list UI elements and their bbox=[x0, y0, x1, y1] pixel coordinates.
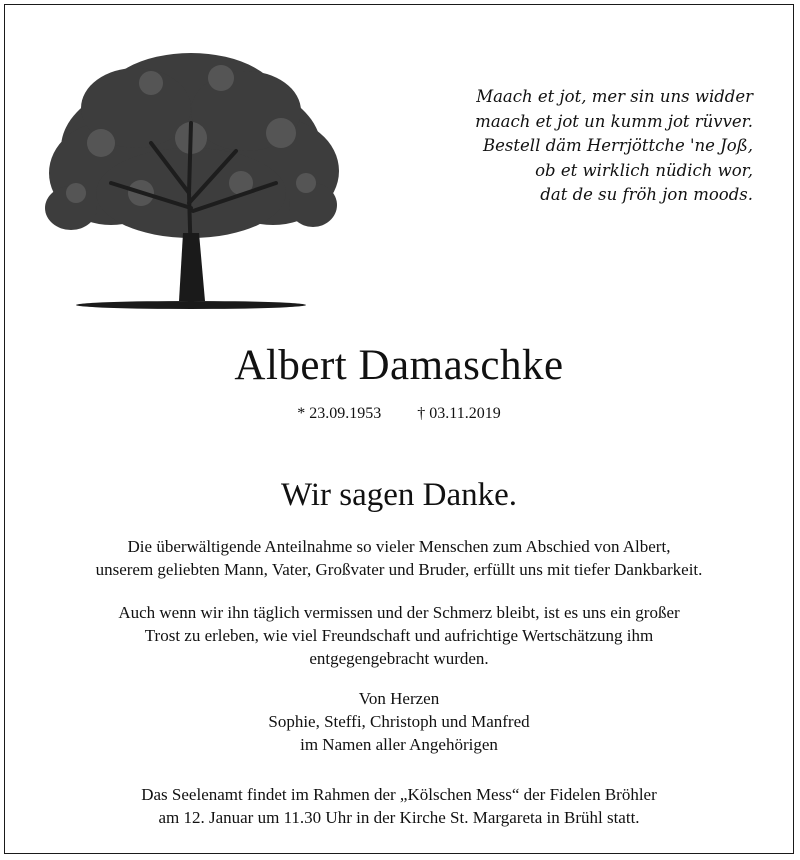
dialect-poem bbox=[475, 85, 753, 208]
text-line: Das Seelenamt findet im Rahmen der „Kölschen Mess“ der Fidelen Bröhler bbox=[141, 785, 657, 804]
deceased-name: Albert Damaschke bbox=[234, 342, 564, 389]
poem-line: dat de su fröh jon moods. bbox=[540, 185, 753, 204]
family-signature bbox=[25, 687, 773, 756]
text-line: am 12. Januar um 11.30 Uhr in der Kirche St. Margareta in Brühl statt. bbox=[158, 808, 640, 827]
poem-line: maach et jot un kumm jot rüvver. bbox=[475, 111, 753, 131]
text-line: unserem geliebten Mann, Vater, Großvater und Bruder, erfüllt uns mit tiefer Dankbarkeit. bbox=[95, 560, 703, 579]
obituary-notice bbox=[4, 4, 794, 854]
death-date: † 03.11.2019 bbox=[417, 405, 501, 422]
text-line: Trost zu erleben, wie viel Freundschaft und aufrichtige Wertschätzung ihm bbox=[144, 626, 654, 645]
memorial-mass-info bbox=[25, 783, 773, 829]
text-line: Die überwältigende Anteilnahme so vieler Menschen zum Abschied von Albert, bbox=[127, 537, 671, 556]
birth-date: * 23.09.1953 bbox=[297, 405, 382, 422]
gratitude-paragraph bbox=[25, 535, 773, 581]
text-line: Von Herzen bbox=[358, 689, 440, 708]
comfort-paragraph bbox=[25, 601, 773, 670]
text-line: Sophie, Steffi, Christoph und Manfred bbox=[268, 712, 530, 731]
thanks-heading: Wir sagen Danke. bbox=[281, 477, 517, 513]
poem-line: ob et wirklich nüdich wor, bbox=[535, 160, 753, 180]
life-dates bbox=[5, 405, 793, 423]
text-line: im Namen aller Angehörigen bbox=[300, 735, 498, 754]
oak-tree-icon bbox=[41, 33, 341, 313]
poem-line: Bestell däm Herrjöttche 'ne Joß, bbox=[483, 136, 753, 155]
text-line: Auch wenn wir ihn täglich vermissen und der Schmerz bleibt, ist es uns ein großer bbox=[118, 603, 680, 622]
poem-line: Maach et jot, mer sin uns widder bbox=[476, 87, 753, 106]
text-line: entgegengebracht wurden. bbox=[309, 649, 489, 668]
